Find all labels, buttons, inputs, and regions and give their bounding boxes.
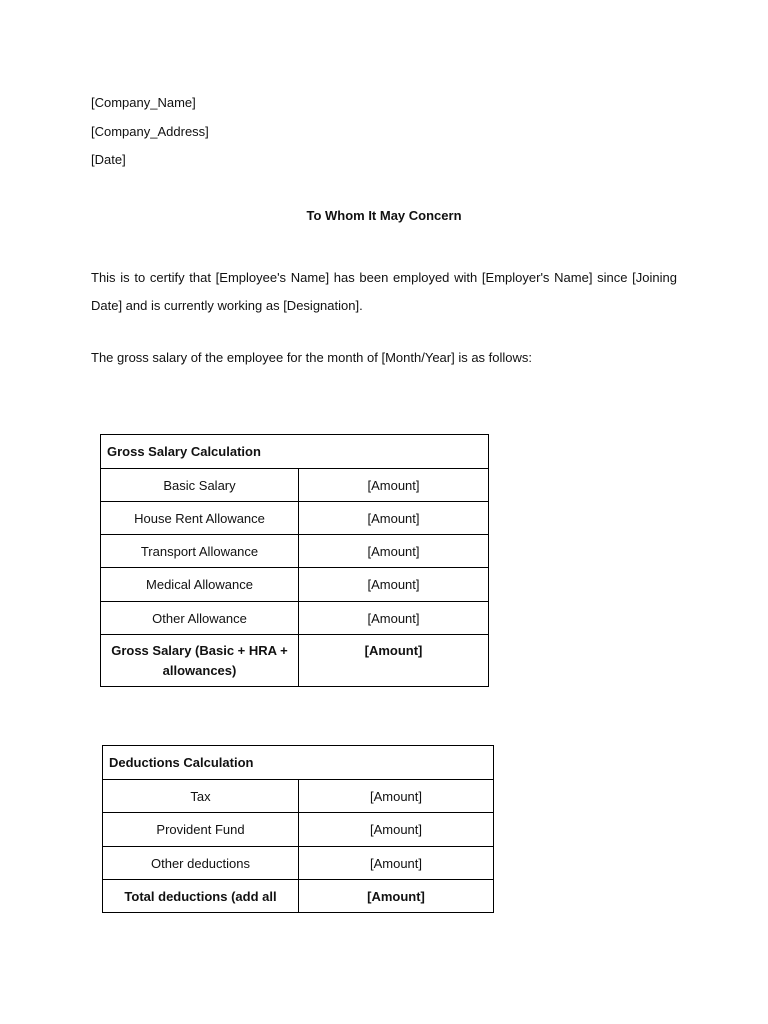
table-row [103,780,494,813]
row-label: House Rent Allowance [101,502,299,535]
row-label: Tax [103,780,299,813]
company-address: [Company_Address] [91,124,209,139]
deductions-total-value: [Amount] [299,880,494,913]
table-total-row [101,635,489,687]
deductions-table-heading: Deductions Calculation [103,746,494,780]
row-label: Other Allowance [101,602,299,635]
gross-intro-paragraph: The gross salary of the employee for the month of [Month/Year] is as follows: [91,350,533,365]
gross-total-label: Gross Salary (Basic + HRA + allowances) [101,635,299,687]
table-row [103,813,494,847]
row-value: [Amount] [299,568,489,602]
row-label: Transport Allowance [101,535,299,568]
row-label: Other deductions [103,847,299,880]
row-value: [Amount] [299,602,489,635]
row-value: [Amount] [299,780,494,813]
row-label: Basic Salary [101,469,299,502]
table-header-row [103,746,494,780]
table-header-row [101,435,489,469]
table-row [103,847,494,880]
table-row [101,535,489,568]
company-name: [Company_Name] [91,95,196,110]
row-value: [Amount] [299,469,489,502]
deductions-total-label: Total deductions (add all [103,880,299,913]
row-value: [Amount] [299,535,489,568]
row-value: [Amount] [299,847,494,880]
table-row [101,602,489,635]
table-row [101,469,489,502]
row-label: Provident Fund [103,813,299,847]
table-row [101,502,489,535]
gross-salary-table [100,434,489,687]
deductions-table [102,745,494,913]
row-value: [Amount] [299,813,494,847]
letter-date: [Date] [91,152,126,167]
table-row [101,568,489,602]
row-label: Medical Allowance [101,568,299,602]
row-value: [Amount] [299,502,489,535]
table-total-row [103,880,494,913]
letter-title: To Whom It May Concern [306,208,462,223]
gross-total-value: [Amount] [299,635,489,687]
gross-table-heading: Gross Salary Calculation [101,435,489,469]
certify-paragraph: This is to certify that [Employee's Name] has been employed with [Employer's Name] since [Joining Date] and is currently working as [Designation]. [91,270,677,313]
